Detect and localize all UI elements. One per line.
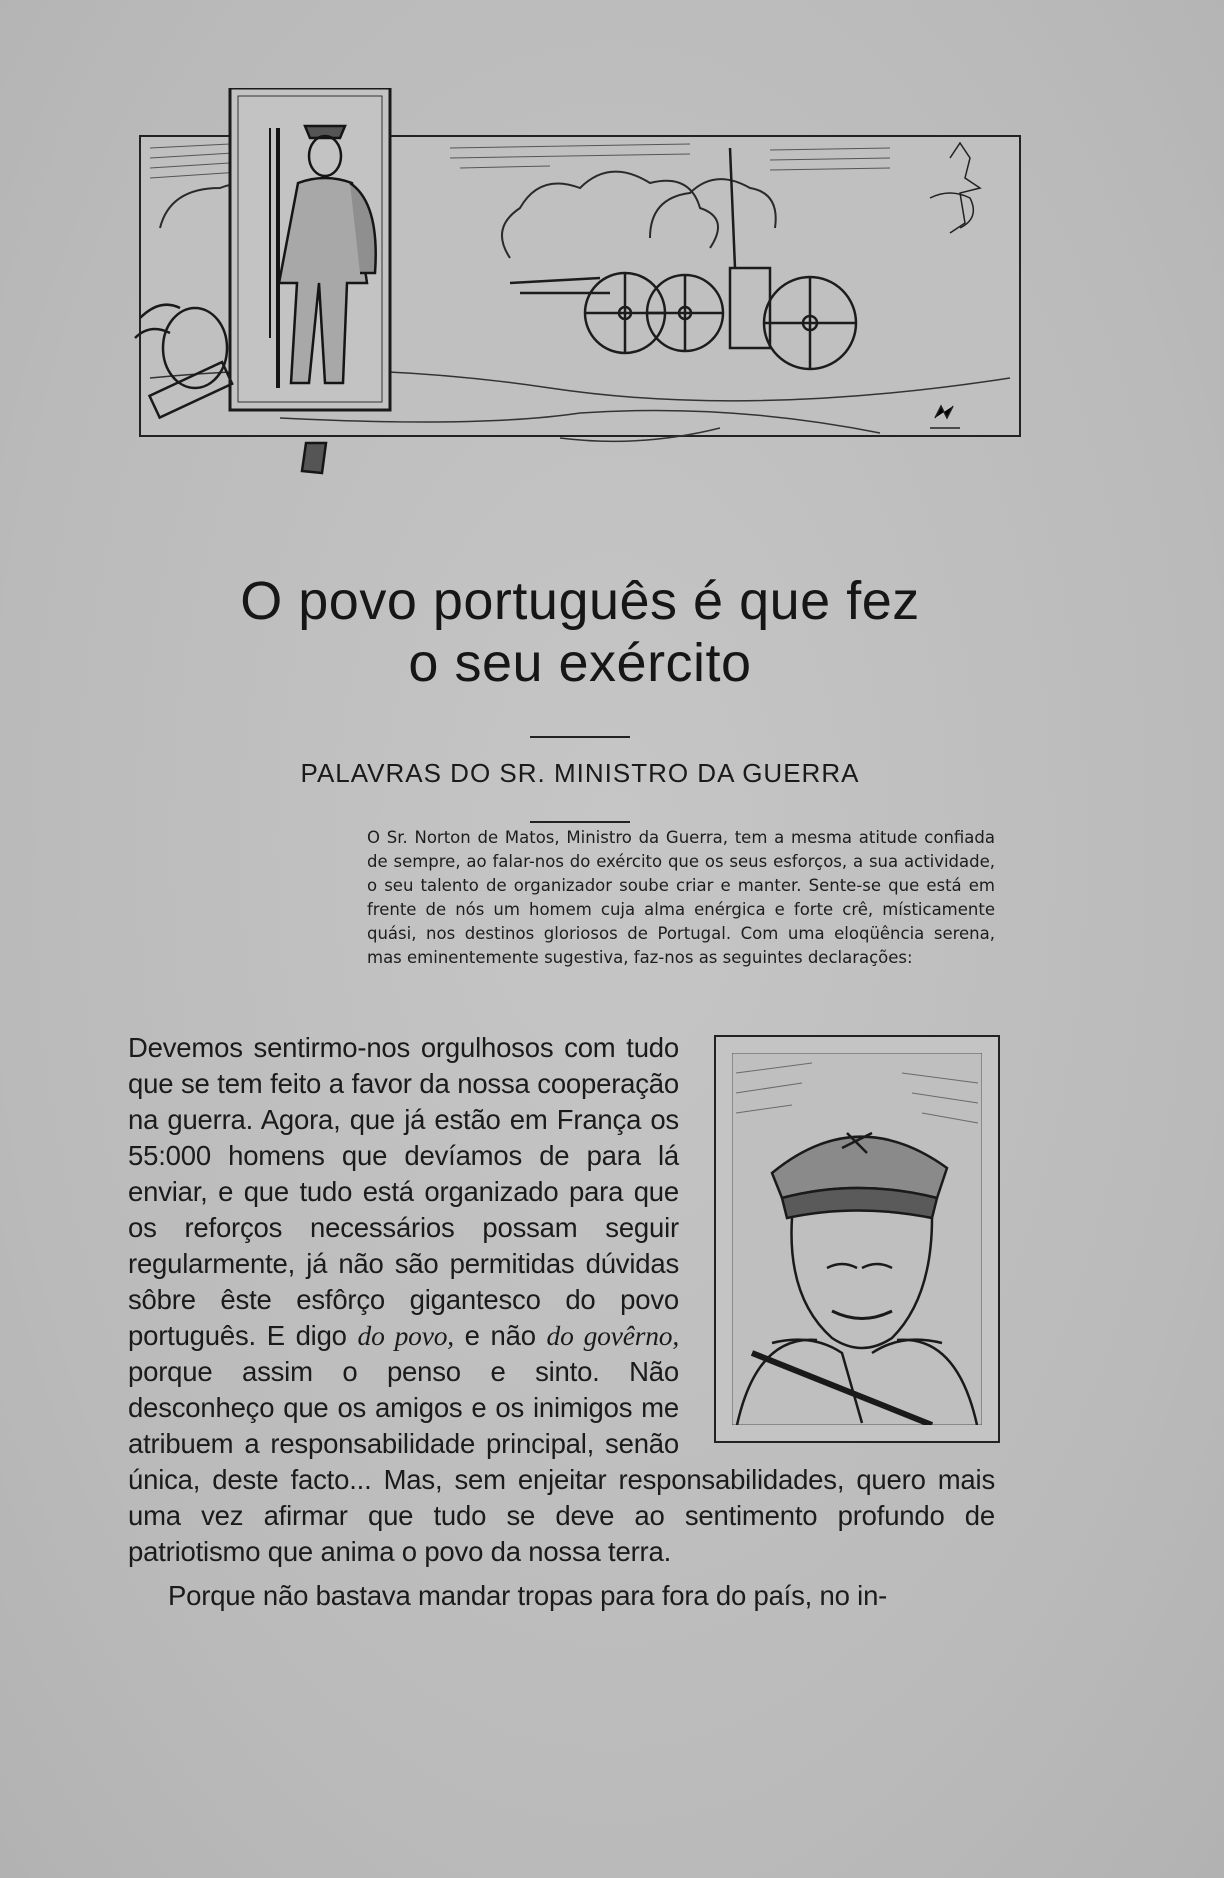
- paragraph-text: porque assim o penso e sinto. Não desconheço que os amigos e os inimigos me atribuem a responsabilidade principal, senão única, deste facto... Mas, sem enjeitar responsabilidades, quero mais uma vez afirmar que tudo se deve ao sentimento profundo de patriotismo que anima o povo da nossa terra.: [128, 1356, 995, 1567]
- article-paragraph: Porque não bastava mandar tropas para fora do país, no in-: [168, 1580, 888, 1611]
- article-body: [128, 1030, 995, 1614]
- divider: [530, 736, 630, 738]
- headline-block: [130, 570, 1030, 823]
- subtitle: PALAVRAS DO SR. MINISTRO DA GUERRA: [300, 758, 860, 788]
- portrait-wrap-spacer: [695, 1030, 995, 1440]
- paragraph-text: e não: [453, 1320, 547, 1351]
- lead-paragraph: O Sr. Norton de Matos, Ministro da Guerra, tem a mesma atitude confiada de sempre, ao falar-nos do exército que os seus esforços, a sua actividade, o seu talento de organizador soube criar e manter. Sente-se que está em frente de nós um homem cuja alma enérgica e forte crê, místicamente quási, nos destinos gloriosos de Portugal. Com uma eloqüência serena, mas eminentemente sugestiva, faz-nos as seguintes declarações:: [367, 828, 995, 967]
- soldier-artillery-illustration: [130, 88, 1030, 568]
- headline-line-1: O povo português é que fez: [240, 571, 920, 631]
- headline-line-2: o seu exército: [408, 633, 752, 693]
- emphasis-text: do govêrno,: [546, 1320, 680, 1351]
- soldier-and-artillery-engraving-icon: [130, 88, 1030, 568]
- divider: [530, 821, 630, 823]
- emphasis-text: do povo,: [357, 1320, 454, 1351]
- paragraph-text: Devemos sentirmo-nos orgulhosos com tudo que se tem feito a favor da nossa cooperação na guerra. Agora, que já estão em França os 55:000 homens que devíamos de para lá enviar, e que tudo está organizado para que os reforços necessários possam seguir regularmente, já não são permitidas dúvidas sôbre êste esfôrço gigantesco do povo português. E digo: [128, 1032, 679, 1351]
